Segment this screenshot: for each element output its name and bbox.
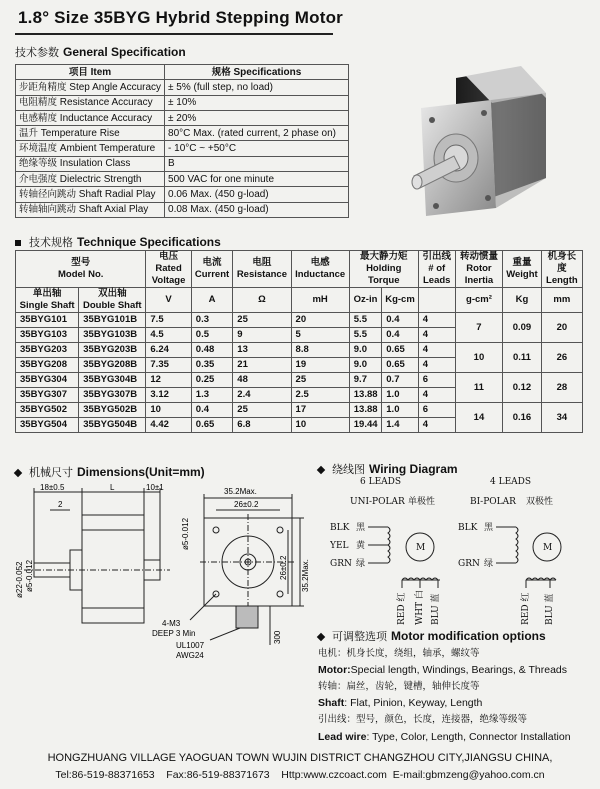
title-underline	[15, 33, 333, 35]
single-shaft-model: 35BYG208	[16, 358, 79, 373]
torque-ozin-cell: 13.88	[349, 388, 382, 403]
resistance-cell: 6.8	[233, 418, 291, 433]
right-grn-label: GRN	[458, 559, 480, 569]
inertia-cell: 14	[455, 403, 503, 433]
table-row	[16, 156, 349, 171]
length-header: 机身长度 Length	[541, 251, 582, 288]
double-shaft-model: 35BYG304B	[79, 373, 146, 388]
motor-photo-icon	[396, 58, 556, 228]
unit-mh: mH	[291, 288, 349, 313]
inductance-cell: 20	[291, 313, 349, 328]
right-blk-label: BLK	[458, 523, 478, 533]
general-spec-table	[15, 64, 349, 218]
current-cell: 0.65	[191, 418, 233, 433]
leads-cell: 4	[418, 388, 455, 403]
voltage-cell: 7.5	[146, 313, 191, 328]
torque-kgcm-cell: 0.4	[382, 328, 418, 343]
dim-L: L	[110, 483, 115, 492]
current-cell: 1.3	[191, 388, 233, 403]
left-blk-label: BLK	[330, 523, 350, 533]
lead-mod-en: Lead wire: Type, Color, Length, Connector Installation	[318, 730, 571, 743]
left-blk-cn: 黑	[356, 523, 366, 533]
table-row	[16, 313, 583, 328]
footer-address: HONGZHUANG VILLAGE YAOGUAN TOWN WUJIN DISTRICT CHANGZHOU CITY,JIANGSU CHINA,	[47, 752, 553, 764]
inductance-cell: 8.8	[291, 343, 349, 358]
dim-262: 26±0.2	[234, 500, 259, 509]
inductance-cell: 2.5	[291, 388, 349, 403]
left-bottom-blu: BLU 蓝	[431, 593, 441, 625]
current-cell: 0.4	[191, 403, 233, 418]
unit-gcm2: g-cm²	[455, 288, 503, 313]
torque-ozin-cell: 9.7	[349, 373, 382, 388]
resistance-cell: 25	[233, 403, 291, 418]
col-spec-header: 规格 Specifications	[165, 65, 349, 80]
spec-value: - 10°C ~ +50°C	[165, 141, 349, 156]
dim-262-v: 26±0.2	[279, 555, 288, 580]
inertia-cell: 11	[455, 373, 503, 403]
right-motor-label: M	[543, 543, 553, 553]
voltage-cell: 10	[146, 403, 191, 418]
leads-cell: 4	[418, 328, 455, 343]
single-shaft-model: 35BYG101	[16, 313, 79, 328]
torque-ozin-cell: 5.5	[349, 328, 382, 343]
inductance-cell: 25	[291, 373, 349, 388]
page-title: 1.8° Size 35BYG Hybrid Stepping Motor	[18, 8, 343, 27]
modification-heading: 可调整选项 Motor modification options	[318, 628, 571, 646]
table-row	[16, 373, 583, 388]
spec-item: 电阻精度 Resistance Accuracy	[16, 95, 165, 110]
spec-value: 0.06 Max. (450 g-load)	[165, 187, 349, 202]
double-shaft-model: 35BYG101B	[79, 313, 146, 328]
resistance-header: 电阻 Resistance	[233, 251, 291, 288]
inertia-header: 转动惯量 Rotor Inertia	[455, 251, 503, 288]
left-yel-label: YEL	[330, 541, 349, 551]
right-leads-label: 4 LEADS	[490, 477, 532, 487]
table-row	[16, 110, 349, 125]
wiring-heading: 绕线图 Wiring Diagram	[318, 461, 458, 477]
weight-cell: 0.12	[503, 373, 542, 403]
weight-cell: 0.09	[503, 313, 542, 343]
technique-spec-heading: 技术规格 Technique Specifications	[15, 234, 221, 250]
modification-options	[318, 628, 571, 745]
right-blk-cn: 黑	[484, 523, 494, 533]
left-grn-cn: 绿	[356, 559, 366, 569]
table-row	[16, 172, 349, 187]
dim-352max: 35.2Max.	[224, 487, 257, 496]
spec-item: 转轴径向跳动 Shaft Radial Play	[16, 187, 165, 202]
table-row	[16, 403, 583, 418]
resistance-cell: 21	[233, 358, 291, 373]
length-cell: 20	[541, 313, 582, 343]
length-cell: 28	[541, 373, 582, 403]
unit-ohm: Ω	[233, 288, 291, 313]
voltage-cell: 4.5	[146, 328, 191, 343]
unit-ozin: Oz-in	[349, 288, 382, 313]
resistance-cell: 9	[233, 328, 291, 343]
single-shaft-model: 35BYG504	[16, 418, 79, 433]
current-header: 电流 Current	[191, 251, 233, 288]
torque-ozin-cell: 9.0	[349, 343, 382, 358]
spec-value: 500 VAC for one minute	[165, 172, 349, 187]
current-cell: 0.5	[191, 328, 233, 343]
voltage-cell: 6.24	[146, 343, 191, 358]
double-shaft-model: 35BYG307B	[79, 388, 146, 403]
table-row	[16, 80, 349, 95]
footer-contact: Tel:86-519-88371653 Fax:86-519-88371673 Http:www.czcoact.com E-mail:gbmzeng@yahoo.com.cn	[55, 769, 545, 781]
dim-dia5: ø5-0.012	[25, 559, 34, 592]
torque-kgcm-cell: 0.7	[382, 373, 418, 388]
voltage-cell: 12	[146, 373, 191, 388]
col-item-header: 项目 Item	[16, 65, 165, 80]
left-grn-label: GRN	[330, 559, 352, 569]
resistance-cell: 13	[233, 343, 291, 358]
dim-300: 300	[273, 630, 282, 644]
voltage-cell: 3.12	[146, 388, 191, 403]
shaft-mod-en: Shaft: Flat, Pinion, Keyway, Length	[318, 697, 483, 710]
spec-item: 电感精度 Inductance Accuracy	[16, 110, 165, 125]
leads-cell: 4	[418, 313, 455, 328]
table-row	[16, 126, 349, 141]
spec-value: 0.08 Max. (450 g-load)	[165, 202, 349, 217]
right-grn-cn: 绿	[484, 559, 494, 569]
single-shaft-model: 35BYG103	[16, 328, 79, 343]
dim-18: 18±0.5	[40, 483, 65, 492]
dimensions-heading: 机械尺寸 Dimensions(Unit=mm)	[15, 464, 205, 480]
right-type-cn: 双极性	[526, 497, 554, 507]
left-motor-label: M	[416, 543, 426, 553]
spec-value: 80°C Max. (rated current, 2 phase on)	[165, 126, 349, 141]
unit-leads-blank	[418, 288, 455, 313]
resistance-cell: 25	[233, 313, 291, 328]
general-spec-heading	[15, 44, 186, 60]
table-row	[16, 343, 583, 358]
current-cell: 0.35	[191, 358, 233, 373]
dimension-drawing	[10, 480, 310, 660]
spec-value: ± 20%	[165, 110, 349, 125]
left-yel-cn: 黄	[356, 541, 366, 551]
torque-header: 最大静力矩 Holding Torque	[349, 251, 418, 288]
torque-kgcm-cell: 0.4	[382, 313, 418, 328]
unit-kg: Kg	[503, 288, 542, 313]
dim-m3: 4-M3	[162, 619, 181, 628]
torque-ozin-cell: 13.88	[349, 403, 382, 418]
technique-spec-table	[15, 250, 583, 433]
unit-mm: mm	[541, 288, 582, 313]
spec-item: 绝缘等级 Insulation Class	[16, 156, 165, 171]
diamond-bullet-icon	[14, 469, 22, 477]
inductance-cell: 10	[291, 418, 349, 433]
current-cell: 0.25	[191, 373, 233, 388]
torque-kgcm-cell: 0.65	[382, 343, 418, 358]
wiring-diagram	[330, 470, 590, 630]
dim-dia22: ø22-0.052	[15, 561, 24, 598]
resistance-cell: 2.4	[233, 388, 291, 403]
unit-a: A	[191, 288, 233, 313]
single-shaft-model: 35BYG203	[16, 343, 79, 358]
inductance-header: 电感 Inductance	[291, 251, 349, 288]
dim-awg: AWG24	[176, 651, 204, 660]
double-shaft-header: 双出轴 Double Shaft	[79, 288, 146, 313]
double-shaft-model: 35BYG504B	[79, 418, 146, 433]
leads-cell: 4	[418, 343, 455, 358]
torque-ozin-cell: 9.0	[349, 358, 382, 373]
table-row	[16, 141, 349, 156]
shaft-mod-cn: 转轴：扁丝，齿轮，键槽，轴伸长度等	[318, 680, 480, 692]
double-shaft-model: 35BYG208B	[79, 358, 146, 373]
bullet-icon	[15, 240, 21, 246]
dim-ul: UL1007	[176, 641, 205, 650]
right-bottom-blu: BLU 蓝	[545, 593, 555, 625]
table-row	[16, 95, 349, 110]
left-leads-label: 6 LEADS	[360, 477, 402, 487]
torque-kgcm-cell: 1.0	[382, 403, 418, 418]
inertia-cell: 10	[455, 343, 503, 373]
table-row	[16, 187, 349, 202]
dim-dia5b: ø5-0.012	[181, 517, 190, 550]
spec-item: 介电强度 Dielectric Strength	[16, 172, 165, 187]
motor-mod-cn: 电机：机身长度，绕组，轴承，螺纹等	[318, 647, 480, 659]
leads-cell: 6	[418, 403, 455, 418]
leads-cell: 4	[418, 358, 455, 373]
single-shaft-model: 35BYG307	[16, 388, 79, 403]
single-shaft-model: 35BYG502	[16, 403, 79, 418]
inductance-cell: 19	[291, 358, 349, 373]
left-type-cn: 单极性	[408, 497, 436, 507]
diamond-bullet-icon	[317, 633, 325, 641]
inertia-cell: 7	[455, 313, 503, 343]
length-cell: 26	[541, 343, 582, 373]
motor-mod-en: Motor:Special length, Windings, Bearings, & Threads	[318, 664, 567, 677]
weight-cell: 0.11	[503, 343, 542, 373]
left-bottom-red: RED 红	[397, 592, 407, 625]
unit-v: V	[146, 288, 191, 313]
torque-ozin-cell: 19.44	[349, 418, 382, 433]
leads-cell: 6	[418, 373, 455, 388]
double-shaft-model: 35BYG502B	[79, 403, 146, 418]
weight-header: 重量 Weight	[503, 251, 542, 288]
leads-cell: 4	[418, 418, 455, 433]
leads-header: 引出线 # of Leads	[418, 251, 455, 288]
double-shaft-model: 35BYG203B	[79, 343, 146, 358]
length-cell: 34	[541, 403, 582, 433]
current-cell: 0.3	[191, 313, 233, 328]
current-cell: 0.48	[191, 343, 233, 358]
single-shaft-header: 单出轴 Single Shaft	[16, 288, 79, 313]
single-shaft-model: 35BYG304	[16, 373, 79, 388]
voltage-cell: 7.35	[146, 358, 191, 373]
resistance-cell: 48	[233, 373, 291, 388]
voltage-header: 电压 Rated Voltage	[146, 251, 191, 288]
general-spec-heading-cn: 技术参数	[15, 46, 59, 59]
spec-item: 温升 Temperature Rise	[16, 126, 165, 141]
dim-352max-v: 35.2Max.	[301, 559, 310, 592]
spec-value: B	[165, 156, 349, 171]
dim-2: 2	[58, 500, 63, 509]
spec-item: 转轴轴向跳动 Shaft Axial Play	[16, 202, 165, 217]
general-spec-heading-en: General Specification	[63, 45, 186, 59]
double-shaft-model: 35BYG103B	[79, 328, 146, 343]
torque-ozin-cell: 5.5	[349, 313, 382, 328]
torque-kgcm-cell: 1.0	[382, 388, 418, 403]
dim-10: 10±1	[146, 483, 164, 492]
right-bottom-red: RED 红	[521, 592, 531, 625]
spec-item: 环境温度 Ambient Temperature	[16, 141, 165, 156]
right-type-label: BI-POLAR	[470, 497, 516, 507]
left-type-label: UNI-POLAR	[350, 497, 405, 507]
lead-mod-cn: 引出线：型号，颜色，长度，连接器，绝缘等级等	[318, 713, 528, 725]
voltage-cell: 4.42	[146, 418, 191, 433]
spec-value: ± 5% (full step, no load)	[165, 80, 349, 95]
torque-kgcm-cell: 0.65	[382, 358, 418, 373]
dim-deep: DEEP 3 Min	[152, 629, 196, 638]
diamond-bullet-icon	[317, 466, 325, 474]
left-bottom-wht: WHT 白	[415, 590, 425, 625]
model-header: 型号 Model No.	[16, 251, 146, 288]
table-row	[16, 202, 349, 217]
weight-cell: 0.16	[503, 403, 542, 433]
torque-kgcm-cell: 1.4	[382, 418, 418, 433]
spec-item: 步距角精度 Step Angle Accuracy	[16, 80, 165, 95]
unit-kgcm: Kg-cm	[382, 288, 418, 313]
spec-value: ± 10%	[165, 95, 349, 110]
inductance-cell: 17	[291, 403, 349, 418]
inductance-cell: 5	[291, 328, 349, 343]
